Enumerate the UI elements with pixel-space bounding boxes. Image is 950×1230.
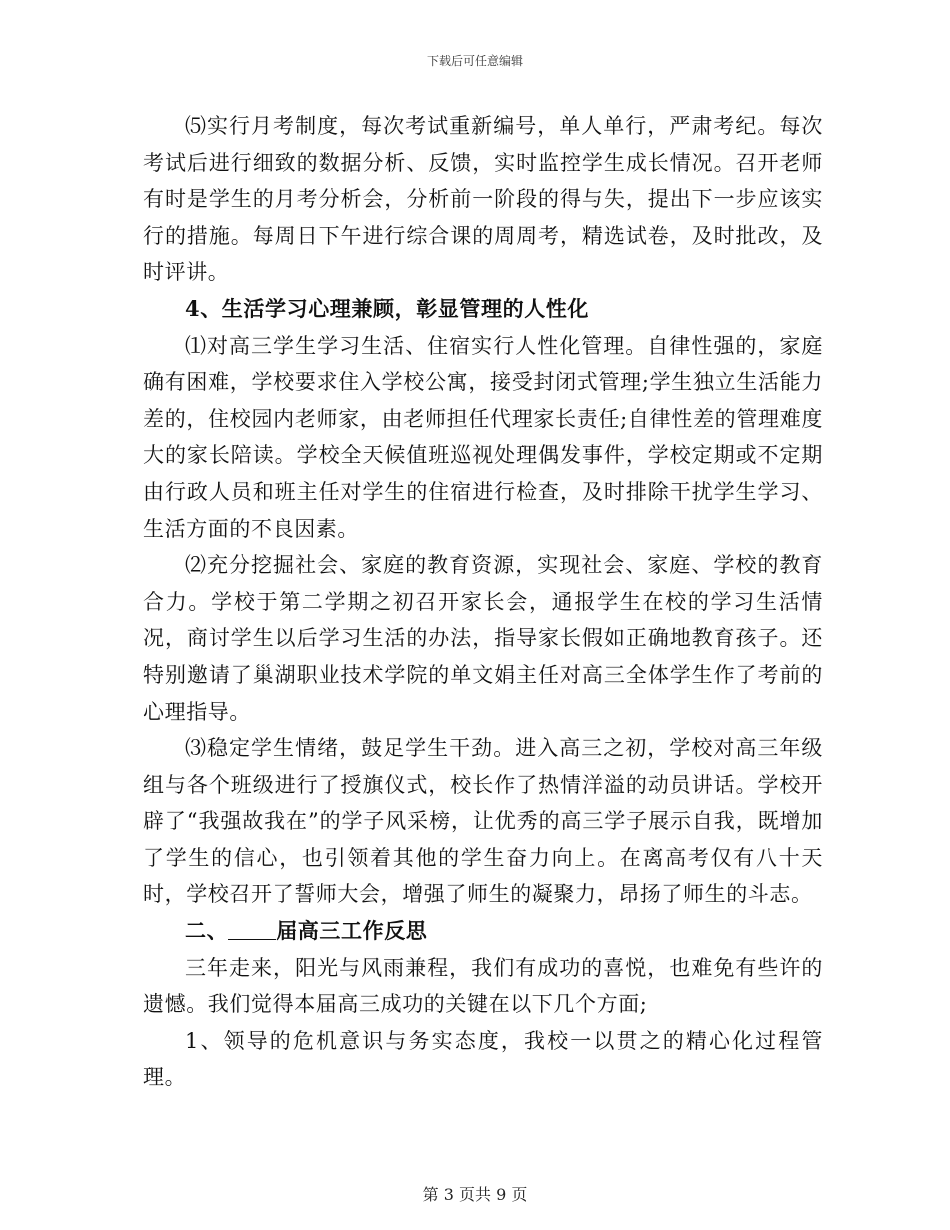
- paragraph-morale: ⑶稳定学生情绪，鼓足学生干劲。进入高三之初，学校对高三年级组与各个班级进行了授旗仪式，校长作了热情洋溢的动员讲话。学校开辟了“我强故我在”的学子风采榜，让优秀的高三学子展示自我，既增加了学生的信心，也引领着其他的学生奋力向上。在离高考仅有八十天时，学校召开了誓师大会，增强了师生的凝聚力，昂扬了师生的斗志。: [143, 736, 823, 907]
- paragraph-three-years: 三年走来，阳光与风雨兼程，我们有成功的喜悦，也难免有些许的遗憾。我们觉得本届高三成功的关键在以下几个方面;: [143, 955, 823, 1017]
- page-footer: 第 3 页共 9 页: [422, 1185, 528, 1204]
- page-header: 下载后可任意编辑: [426, 54, 523, 68]
- blank-underline: [228, 919, 276, 940]
- section-prefix: 二、: [185, 918, 229, 944]
- paragraph-leadership: 1、领导的危机意识与务实态度，我校一以贯之的精心化过程管理。: [143, 1028, 823, 1090]
- paragraph-family-resources: ⑵充分挖掘社会、家庭的教育资源，实现社会、家庭、学校的教育合力。学校于第二学期之初召开家长会，通报学生在校的学习生活情况，商讨学生以后学习生活的办法，指导家长假如正确地教育孩子。还特别邀请了巢湖职业技术学院的单文娟主任对高三全体学生作了考前的心理指导。: [143, 553, 823, 724]
- document-body: [143, 108, 823, 1096]
- section-heading-4: 4、生活学习心理兼顾，彰显管理的人性化: [185, 295, 590, 321]
- paragraph-housing: ⑴对高三学生学习生活、住宿实行人性化管理。自律性强的，家庭确有困难，学校要求住入学校公寓，接受封闭式管理;学生独立生活能力差的，住校园内老师家，由老师担任代理家长责任;自律性差的管理难度大的家长陪读。学校全天候值班巡视处理偶发事件，学校定期或不定期由行政人员和班主任对学生的住宿进行检查，及时排除干扰学生学习、生活方面的不良因素。: [143, 333, 823, 541]
- section-title: 届高三工作反思: [276, 918, 428, 944]
- section-heading-reflection: [143, 913, 823, 950]
- paragraph-monthly-exam: ⑸实行月考制度，每次考试重新编号，单人单行，严肃考纪。每次考试后进行细致的数据分析、反馈，实时监控学生成长情况。召开老师有时是学生的月考分析会，分析前一阶段的得与失，提出下一步应该实行的措施。每周日下午进行综合课的周周考，精选试卷，及时批改，及时评讲。: [143, 114, 823, 285]
